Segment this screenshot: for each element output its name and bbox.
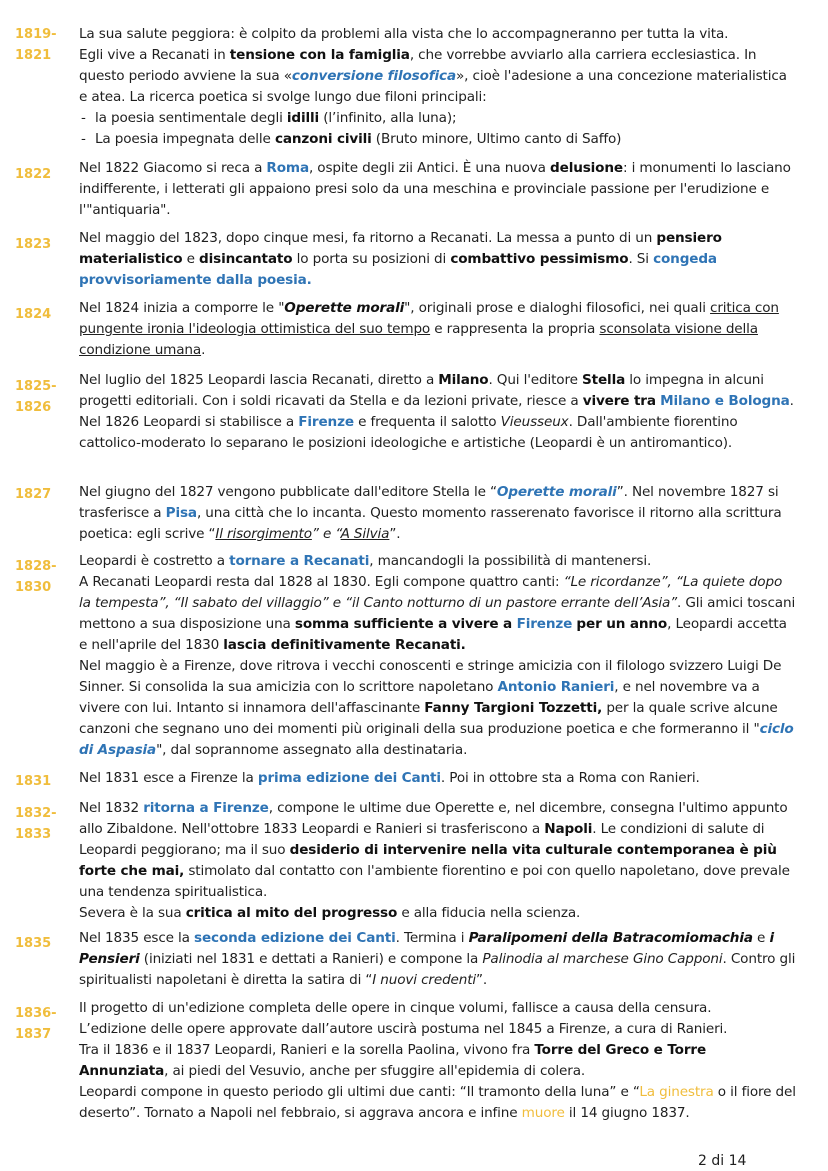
year-label: 1822 bbox=[15, 167, 52, 182]
poetry-strands-list bbox=[79, 108, 797, 150]
entry-text: Nel maggio del 1823, dopo cinque mesi, fa ritorno a Recanati. La messa a punto di un pensiero materialistico e disincantato lo porta su posizioni di combattivo pessimismo. Si congeda provvisoriamente dalla poesia. bbox=[79, 230, 722, 288]
entry-text: Nel giugno del 1827 vengono pubblicate dall'editore Stella le “Operette morali”. Nel novembre 1827 si trasferisce a Pisa, una città che lo incanta. Questo momento rasserenato favorisce il ritorno alla scrittura poetica: egli scrive “Il risorgimento” e “A Silvia”. bbox=[79, 484, 782, 542]
list-item: - La poesia impegnata delle canzoni civili (Bruto minore, Ultimo canto di Saffo) bbox=[79, 129, 797, 150]
year-label: 1831 bbox=[15, 774, 52, 789]
year-label: 1828- 1830 bbox=[15, 559, 57, 595]
year-label: 1819- 1821 bbox=[15, 27, 57, 63]
list-item: - la poesia sentimentale degli idilli (l’infinito, alla luna); bbox=[79, 108, 797, 129]
year-label: 1824 bbox=[15, 307, 52, 322]
entry-text: Nel 1822 Giacomo si reca a Roma, ospite degli zii Antici. È una nuova delusione: i monumenti lo lasciano indifferente, i letterati gli appaiono presi solo da una meschina e provinciale passione per l'erudizione e l'"antiquaria". bbox=[79, 160, 791, 218]
entry-text: Nel 1835 esce la seconda edizione dei Canti. Termina i Paralipomeni della Batracomiomachia e i Pensieri (iniziati nel 1831 e dettati a Ranieri) e compone la Palinodia al marchese Gino Capponi. Contro gli spiritualisti napoletani è diretta la satira di “I nuovi credenti”. bbox=[79, 930, 796, 988]
entry-text: Nel 1831 esce a Firenze la prima edizione dei Canti. Poi in ottobre sta a Roma con Ranieri. bbox=[79, 770, 700, 786]
entry-text: Leopardi è costretto a tornare a Recanati, mancandogli la possibilità di mantenersi. A Recanati Leopardi resta dal 1828 al 1830. Egli compone quattro canti: “Le ricordanze”, “La quiete dopo la tempesta”, “Il sabato del villaggio” e “il Canto notturno di un pastore errante dell’Asia”. Gli amici toscani mettono a sua disposizione una somma sufficiente a vivere a Firenze per un anno, Leopardi accetta e nell'aprile del 1830 lascia definitivamente Recanati. Nel maggio è a Firenze, dove ritrova i vecchi conoscenti e stringe amicizia con il filologo svizzero Luigi De Sinner. Si consolida la sua amicizia con lo scrittore napoletano Antonio Ranieri, e nel novembre va a vivere con lui. Intanto si innamora dell'affascinante Fanny Targioni Tozzetti, per la quale scrive alcune canzoni che segnano uno dei momenti più originali della sua produzione poetica e che formeranno il "ciclo di Aspasia", dal soprannome assegnato alla destinataria. bbox=[79, 553, 796, 758]
year-label: 1836- 1837 bbox=[15, 1006, 57, 1042]
year-label: 1835 bbox=[15, 936, 52, 951]
entry-text: Nel 1832 ritorna a Firenze, compone le ultime due Operette e, nel dicembre, consegna l'ultimo appunto allo Zibaldone. Nell'ottobre 1833 Leopardi e Ranieri si trasferiscono a Napoli. Le condizioni di salute di Leopardi peggiorano; ma il suo desiderio di intervenire nella vita culturale contemporanea è più forte che mai, stimolato dal contatto con l'ambiente fiorentino e poi con quello napoletano, dove prevale una tendenza spiritualistica. Severa è la sua critica al mito del progresso e alla fiducia nella scienza. bbox=[79, 800, 790, 921]
page-number: 2 di 14 bbox=[698, 1153, 747, 1169]
year-label: 1825- 1826 bbox=[15, 379, 57, 415]
year-label: 1823 bbox=[15, 237, 52, 252]
year-label: 1827 bbox=[15, 487, 52, 502]
entry-text: Il progetto di un'edizione completa delle opere in cinque volumi, fallisce a causa della censura. L’edizione delle opere approvate dall’autore uscirà postuma nel 1845 a Firenze, a cura di Ranieri. Tra il 1836 e il 1837 Leopardi, Ranieri e la sorella Paolina, vivono fra Torre del Greco e Torre Annunziata, ai piedi del Vesuvio, anche per sfuggire all'epidemia di colera. Leopardi compone in questo periodo gli ultimi due canti: “Il tramonto della luna” e “La ginestra o il fiore del deserto”. Tornato a Napoli nel febbraio, si aggrava ancora e infine muore il 14 giugno 1837. bbox=[79, 1000, 796, 1121]
entry-text: Nel luglio del 1825 Leopardi lascia Recanati, diretto a Milano. Qui l'editore Stella lo impegna in alcuni progetti editoriali. Con i soldi ricavati da Stella e da lezioni private, riesce a vivere tra Milano e Bologna. Nel 1826 Leopardi si stabilisce a Firenze e frequenta il salotto Vieusseux. Dall'ambiente fiorentino cattolico-moderato lo separano le posizioni ideologiche e artistiche (Leopardi è un antiromantico). bbox=[79, 372, 794, 451]
entry-text: Nel 1824 inizia a comporre le "Operette morali", originali prose e dialoghi filosofici, nei quali critica con pungente ironia l'ideologia ottimistica del suo tempo e rappresenta la propria sconsolata visione della condizione umana. bbox=[79, 300, 779, 358]
year-label: 1832- 1833 bbox=[15, 806, 57, 842]
entry-text: La sua salute peggiora: è colpito da problemi alla vista che lo accompagneranno per tutta la vita. Egli vive a Recanati in tensione con la famiglia, che vorrebbe avviarlo alla carriera ecclesiastica. In questo periodo avviene la sua «conversione filosofica», cioè l'adesione a una concezione materialistica e atea. La ricerca poetica si svolge lungo due filoni principali: - la poesia sentimentale degli idilli (l’infinito, alla luna); - La poesia impegnata delle canzoni civili (Bruto minore, Ultimo canto di Saffo) bbox=[79, 24, 797, 150]
